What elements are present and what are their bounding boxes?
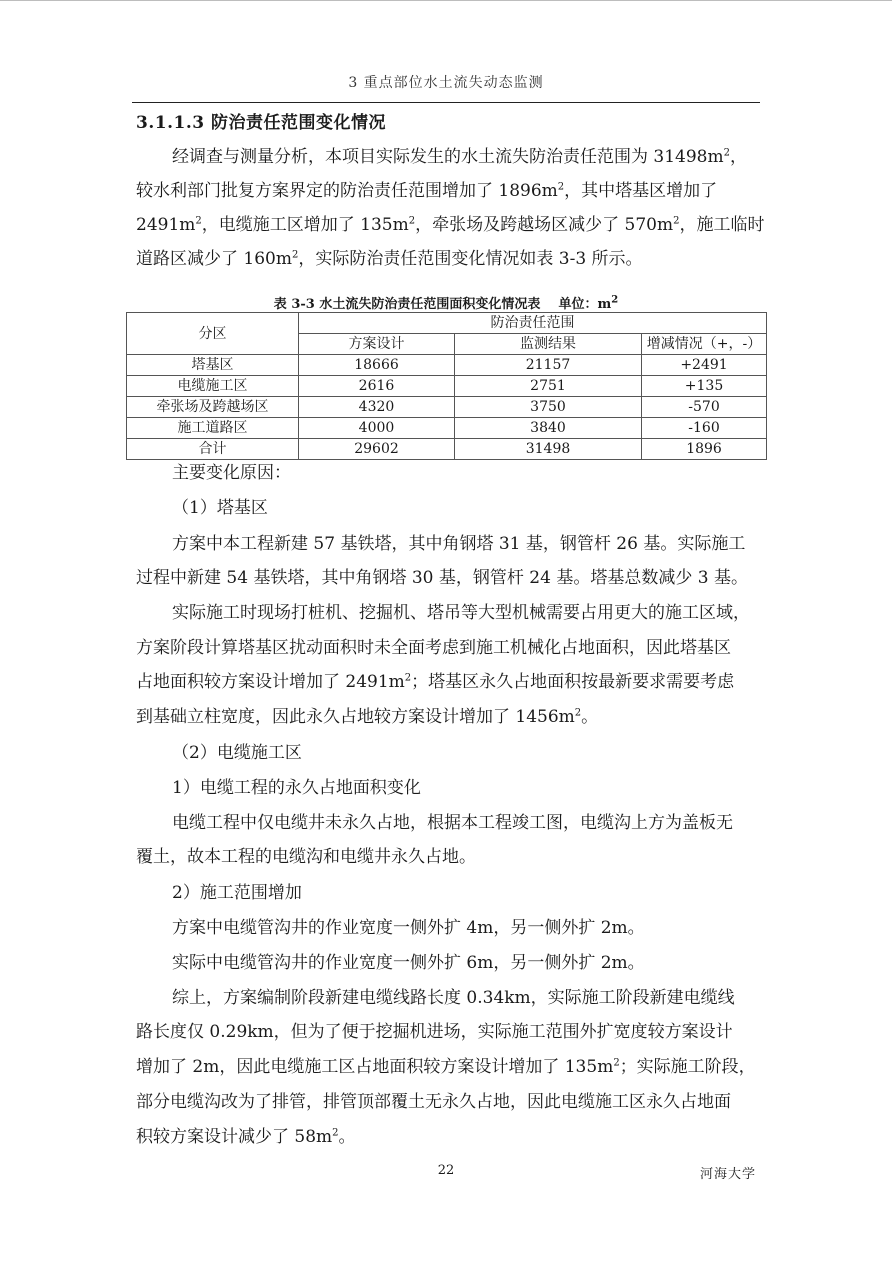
section-number: 3.1.1.3 — [136, 113, 205, 133]
paragraph-line: 方案中电缆管沟井的作业宽度一侧外扩 4m，另一侧外扩 2m。 — [172, 918, 645, 938]
cell-zone: 施工道路区 — [127, 418, 299, 439]
superscript: 2 — [574, 707, 582, 719]
col-header-monitor: 监测结果 — [455, 334, 642, 355]
text: 2491m — [136, 215, 196, 235]
paragraph-line: 实际中电缆管沟井的作业宽度一侧外扩 6m，另一侧外扩 2m。 — [172, 953, 645, 973]
col-group-header: 防治责任范围 — [299, 313, 767, 334]
text: 道路区减少了 160m — [136, 249, 292, 269]
text: 。 — [338, 1127, 356, 1147]
superscript: 2 — [611, 294, 619, 306]
header-rule — [132, 102, 760, 103]
paragraph-line: 综上，方案编制阶段新建电缆线路长度 0.34km，实际施工阶段新建电缆线 — [172, 988, 735, 1008]
paragraph-line: 部分电缆沟改为了排管，排管顶部覆土无永久占地，因此电缆施工区永久占地面 — [136, 1092, 731, 1112]
text: ，实际防治责任范围变化情况如表 3-3 所示。 — [298, 249, 643, 269]
superscript: 2 — [291, 249, 299, 261]
cell-change: 1896 — [642, 439, 767, 460]
cell-change: +2491 — [642, 355, 767, 376]
superscript: 2 — [195, 215, 202, 227]
cell-plan: 4000 — [299, 418, 455, 439]
superscript: 2 — [613, 1057, 620, 1069]
paragraph-line — [136, 1056, 756, 1078]
intro-line-1 — [172, 146, 747, 168]
paragraph-line — [136, 1126, 356, 1148]
paragraph-line — [136, 706, 598, 728]
cell-monitor: 21157 — [455, 355, 642, 376]
cell-monitor: 31498 — [455, 439, 642, 460]
superscript: 2 — [332, 1127, 339, 1139]
paragraph-line: 方案阶段计算塔基区扰动面积时未全面考虑到施工机械化占地面积，因此塔基区 — [136, 638, 731, 658]
paragraph-line — [136, 671, 734, 693]
text: ；塔基区永久占地面积按最新要求需要考虑 — [411, 672, 735, 692]
text: ，电缆施工区增加了 135m — [201, 215, 409, 235]
running-header: 3 重点部位水土流失动态监测 — [348, 75, 544, 91]
text: ，其中塔基区增加了 — [564, 181, 718, 201]
text: 增加了 2m，因此电缆施工区占地面积较方案设计增加了 135m — [136, 1057, 614, 1077]
cell-change: -160 — [642, 418, 767, 439]
col-header-zone: 分区 — [127, 313, 299, 355]
table-total-row — [127, 439, 767, 460]
table-caption — [0, 293, 892, 312]
text: 占地面积较方案设计增加了 2491m — [136, 672, 405, 692]
paragraph-line: 电缆工程中仅电缆井未永久占地，根据本工程竣工图，电缆沟上方为盖板无 — [172, 813, 733, 833]
text: 到基础立柱宽度，因此永久占地较方案设计增加了 1456m — [136, 707, 575, 727]
text: ，施工临时 — [679, 215, 765, 235]
table-row — [127, 418, 767, 439]
table-row — [127, 355, 767, 376]
table-row — [127, 376, 767, 397]
reasons-title: 主要变化原因： — [172, 463, 291, 483]
cell-change: +135 — [642, 376, 767, 397]
text: 积较方案设计减少了 58m — [136, 1127, 333, 1147]
superscript: 2 — [408, 215, 416, 227]
table-unit: 单位：m — [558, 297, 612, 312]
cell-plan: 4320 — [299, 397, 455, 418]
section-title: 防治责任范围变化情况 — [211, 113, 386, 133]
text: 。 — [581, 707, 599, 727]
intro-line-4 — [136, 248, 643, 270]
cell-change: -570 — [642, 397, 767, 418]
col-header-change: 增减情况（+，-） — [642, 334, 767, 355]
cell-monitor: 3750 — [455, 397, 642, 418]
cable-zone-heading: （2）电缆施工区 — [172, 743, 302, 763]
paragraph-line: 覆土，故本工程的电缆沟和电缆井永久占地。 — [136, 847, 476, 867]
text: ， — [729, 147, 747, 167]
responsibility-area-table — [126, 312, 767, 460]
superscript: 2 — [673, 215, 680, 227]
cell-plan: 29602 — [299, 439, 455, 460]
paragraph-line: 实际施工时现场打桩机、挖掘机、塔吊等大型机械需要占用更大的施工区域， — [172, 603, 750, 623]
table-caption-text: 表 3-3 水土流失防治责任范围面积变化情况表 — [273, 297, 541, 312]
superscript: 2 — [723, 147, 730, 159]
cell-plan: 18666 — [299, 355, 455, 376]
table-row — [127, 397, 767, 418]
footer-university: 河海大学 — [700, 1167, 757, 1182]
intro-line-2 — [136, 180, 717, 202]
text: ，牵张场及跨越场区减少了 570m — [415, 215, 674, 235]
tower-zone-heading: （1）塔基区 — [172, 498, 268, 518]
superscript: 2 — [557, 181, 565, 193]
intro-line-3 — [136, 214, 764, 236]
text: 较水利部门批复方案界定的防治责任范围增加了 1896m — [136, 181, 558, 201]
cell-zone: 塔基区 — [127, 355, 299, 376]
cell-zone: 合计 — [127, 439, 299, 460]
cell-monitor: 3840 — [455, 418, 642, 439]
cell-monitor: 2751 — [455, 376, 642, 397]
text: ；实际施工阶段， — [619, 1057, 756, 1077]
paragraph-line: 路长度仅 0.29km，但为了便于挖掘机进场，实际施工范围外扩宽度较方案设计 — [136, 1022, 733, 1042]
section-heading — [136, 108, 386, 133]
table-header-row — [127, 313, 767, 334]
text: 经调查与测量分析，本项目实际发生的水土流失防治责任范围为 31498m — [172, 147, 724, 167]
cell-zone: 电缆施工区 — [127, 376, 299, 397]
paragraph-line: 过程中新建 54 基铁塔，其中角钢塔 30 基，钢管杆 24 基。塔基总数减少 3 基。 — [136, 568, 748, 588]
page-number: 22 — [437, 1163, 455, 1178]
sub-heading-2: 2）施工范围增加 — [172, 883, 302, 903]
cell-zone: 牵张场及跨越场区 — [127, 397, 299, 418]
sub-heading-1: 1）电缆工程的永久占地面积变化 — [172, 778, 421, 798]
cell-plan: 2616 — [299, 376, 455, 397]
page-top-border — [0, 0, 892, 1]
paragraph-line: 方案中本工程新建 57 基铁塔，其中角钢塔 31 基，钢管杆 26 基。实际施工 — [172, 534, 746, 554]
col-header-plan: 方案设计 — [299, 334, 455, 355]
superscript: 2 — [404, 672, 412, 684]
